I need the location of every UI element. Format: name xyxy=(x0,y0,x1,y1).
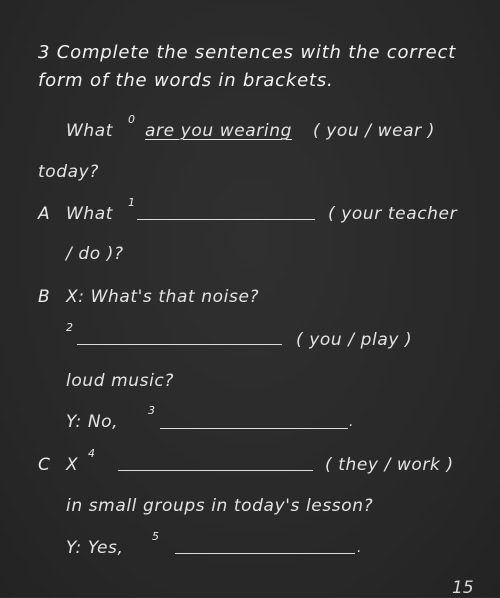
item-b-reply-blank[interactable] xyxy=(160,428,348,429)
example-lead: What xyxy=(66,121,114,141)
item-b-reply-lead: Y: No, xyxy=(66,412,119,432)
item-b-answer-blank[interactable] xyxy=(77,344,282,345)
item-c-number: 4 xyxy=(88,447,95,460)
item-c-speaker: X xyxy=(66,455,79,475)
item-a-hint-line-2: / do )? xyxy=(66,244,124,264)
item-b-number: 2 xyxy=(66,321,73,334)
item-c-tail: in small groups in today's lesson? xyxy=(66,496,374,516)
item-a-lead: What xyxy=(66,204,114,224)
item-b-reply-number: 3 xyxy=(148,404,155,417)
item-a-hint-line-1: ( your teacher xyxy=(328,204,458,224)
item-b-hint: ( you / play ) xyxy=(296,330,413,350)
example-answer: are you wearing xyxy=(145,121,292,141)
exercise-title-line-2: form of the words in brackets. xyxy=(38,70,334,91)
item-a-label: A xyxy=(38,204,51,224)
item-c-label: C xyxy=(38,455,51,475)
exercise-title-line-1: 3 Complete the sentences with the correct xyxy=(38,42,457,63)
item-c-answer-blank[interactable] xyxy=(118,470,313,471)
item-a-number: 1 xyxy=(128,196,135,209)
item-b-line-1: X: What's that noise? xyxy=(66,287,260,307)
item-c-reply-lead: Y: Yes, xyxy=(66,538,124,558)
example-number: 0 xyxy=(128,113,135,126)
item-c-reply-blank[interactable] xyxy=(175,553,355,554)
item-b-reply-end: . xyxy=(349,414,354,430)
item-c-reply-number: 5 xyxy=(152,530,159,543)
example-tail: today? xyxy=(38,162,99,182)
item-b-label: B xyxy=(38,287,51,307)
item-c-reply-end: . xyxy=(357,540,362,556)
item-a-answer-blank[interactable] xyxy=(137,219,315,220)
item-c-hint: ( they / work ) xyxy=(325,455,454,475)
page-corner-number: 15 xyxy=(452,578,474,598)
item-b-tail: loud music? xyxy=(66,371,174,391)
example-hint: ( you / wear ) xyxy=(313,121,436,141)
